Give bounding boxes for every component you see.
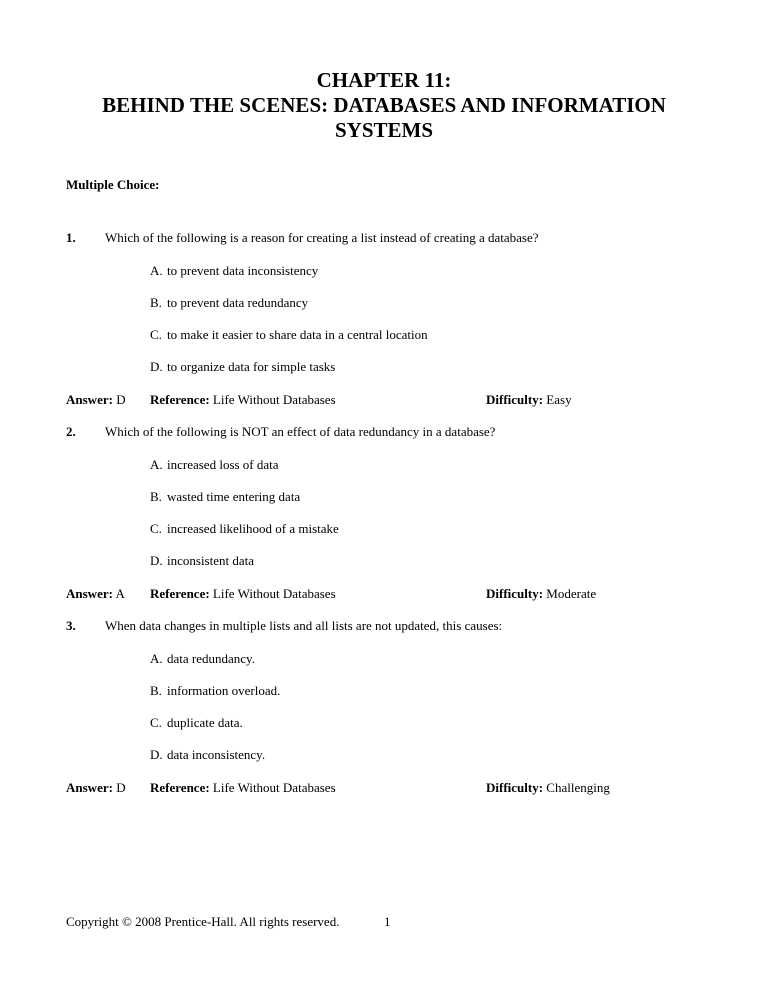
- option-letter: C.: [150, 521, 162, 536]
- option-text: inconsistent data: [167, 553, 255, 568]
- option-letter: A.: [150, 651, 163, 666]
- reference-label: Reference:: [150, 392, 210, 407]
- option-d: [150, 747, 265, 763]
- option-letter: D.: [150, 359, 163, 374]
- difficulty-label: Difficulty:: [486, 586, 544, 601]
- option-letter: A.: [150, 263, 163, 278]
- option-a: [150, 263, 318, 279]
- question-text: When data changes in multiple lists and all lists are not updated, this causes:: [105, 618, 503, 633]
- option-text: duplicate data.: [167, 715, 243, 730]
- option-text: to prevent data inconsistency: [167, 263, 319, 278]
- question-text: Which of the following is a reason for creating a list instead of creating a database?: [105, 230, 539, 245]
- reference-label: Reference:: [150, 586, 210, 601]
- reference: [150, 586, 336, 602]
- difficulty-value: Moderate: [546, 586, 597, 601]
- option-c: [150, 327, 428, 343]
- option-text: information overload.: [167, 683, 281, 698]
- difficulty: [486, 780, 610, 796]
- reference: [150, 392, 336, 408]
- reference-value: Life Without Databases: [212, 392, 336, 407]
- answer-value: D: [116, 780, 126, 795]
- difficulty-label: Difficulty:: [486, 392, 544, 407]
- option-text: data inconsistency.: [167, 747, 266, 762]
- question-number: 1.: [66, 230, 76, 245]
- question-number: 3.: [66, 618, 76, 633]
- option-letter: C.: [150, 327, 162, 342]
- option-text: to prevent data redundancy: [167, 295, 309, 310]
- reference: [150, 780, 336, 796]
- option-text: increased loss of data: [167, 457, 279, 472]
- option-letter: B.: [150, 295, 162, 310]
- option-text: wasted time entering data: [167, 489, 301, 504]
- answer: [66, 780, 126, 796]
- difficulty-value: Challenging: [546, 780, 610, 795]
- option-letter: B.: [150, 683, 162, 698]
- option-letter: D.: [150, 553, 163, 568]
- option-text: data redundancy.: [167, 651, 255, 666]
- option-b: [150, 295, 308, 311]
- question-number: 2.: [66, 424, 76, 439]
- option-d: [150, 359, 335, 375]
- answer-label: Answer:: [66, 392, 113, 407]
- reference-value: Life Without Databases: [212, 586, 336, 601]
- answer: [66, 392, 126, 408]
- option-text: increased likelihood of a mistake: [167, 521, 339, 536]
- reference-label: Reference:: [150, 780, 210, 795]
- copyright-footer: Copyright © 2008 Prentice-Hall. All rights reserved.: [66, 914, 340, 929]
- option-d: [150, 553, 254, 569]
- option-letter: A.: [150, 457, 163, 472]
- question-text: Which of the following is NOT an effect of data redundancy in a database?: [105, 424, 496, 439]
- difficulty: [486, 392, 572, 408]
- chapter-title-line-1: CHAPTER 11:: [316, 68, 452, 92]
- option-text: to organize data for simple tasks: [167, 359, 336, 374]
- chapter-title-line-2: BEHIND THE SCENES: DATABASES AND INFORMATION: [102, 93, 666, 117]
- answer-label: Answer:: [66, 780, 113, 795]
- answer-label: Answer:: [66, 586, 113, 601]
- chapter-title-line-3: SYSTEMS: [334, 118, 434, 142]
- option-c: [150, 521, 339, 537]
- option-c: [150, 715, 243, 731]
- answer: [66, 586, 125, 602]
- option-letter: C.: [150, 715, 162, 730]
- answer-value: A: [115, 586, 125, 601]
- option-letter: B.: [150, 489, 162, 504]
- option-a: [150, 457, 279, 473]
- section-label: Multiple Choice:: [66, 177, 160, 192]
- page-number: 1: [384, 914, 391, 929]
- reference-value: Life Without Databases: [212, 780, 336, 795]
- option-b: [150, 489, 300, 505]
- answer-value: D: [116, 392, 126, 407]
- option-letter: D.: [150, 747, 163, 762]
- difficulty-label: Difficulty:: [486, 780, 544, 795]
- option-a: [150, 651, 255, 667]
- option-text: to make it easier to share data in a central location: [167, 327, 428, 342]
- difficulty-value: Easy: [546, 392, 572, 407]
- option-b: [150, 683, 280, 699]
- difficulty: [486, 586, 596, 602]
